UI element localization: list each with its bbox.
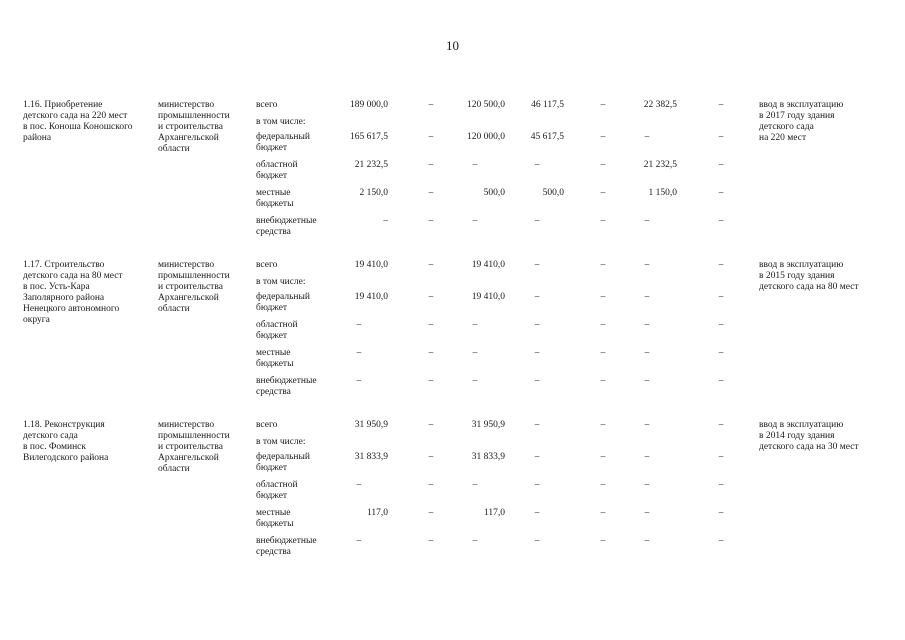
- value-year: –: [428, 320, 434, 330]
- value-year: –: [534, 260, 540, 270]
- project-block: [0, 260, 905, 410]
- value-year: –: [600, 100, 606, 110]
- value-year: –: [644, 216, 650, 226]
- value-year: –: [428, 420, 434, 430]
- value-year: –: [644, 348, 650, 358]
- project-block: [0, 100, 905, 250]
- executor: министерство промышленности и строительства Архангельской области: [158, 420, 230, 474]
- value-year: 500,0: [542, 188, 564, 198]
- value-year: –: [428, 480, 434, 490]
- value-year: –: [600, 188, 606, 198]
- value-year: –: [718, 376, 724, 386]
- value-year: –: [472, 536, 478, 546]
- funding-source: внебюджетные средства: [256, 376, 317, 397]
- value-year: –: [600, 320, 606, 330]
- value-year: –: [600, 536, 606, 546]
- value-total: 31 950,9: [354, 420, 388, 430]
- value-year: –: [718, 260, 724, 270]
- executor: министерство промышленности и строительства Архангельской области: [158, 260, 230, 314]
- value-year: –: [428, 260, 434, 270]
- value-year: –: [534, 452, 540, 462]
- funding-source: федеральный бюджет: [256, 132, 310, 153]
- funding-source: областной бюджет: [256, 480, 298, 501]
- value-total: 117,0: [366, 508, 388, 518]
- value-year: –: [718, 100, 724, 110]
- value-year: –: [428, 188, 434, 198]
- value-year: –: [472, 216, 478, 226]
- value-year: –: [534, 348, 540, 358]
- value-total: –: [356, 320, 362, 330]
- value-year: –: [718, 348, 724, 358]
- value-total: 19 410,0: [354, 292, 388, 302]
- value-year: –: [644, 480, 650, 490]
- value-year: –: [428, 100, 434, 110]
- funding-source: внебюджетные средства: [256, 216, 317, 237]
- value-year: –: [534, 376, 540, 386]
- funding-source: в том числе:: [256, 117, 306, 127]
- value-year: –: [534, 480, 540, 490]
- value-year: 19 410,0: [471, 260, 505, 270]
- value-year: –: [718, 188, 724, 198]
- value-year: –: [644, 452, 650, 462]
- value-total: –: [356, 348, 362, 358]
- value-year: –: [718, 320, 724, 330]
- value-year: –: [472, 160, 478, 170]
- value-year: –: [644, 320, 650, 330]
- value-year: 500,0: [483, 188, 505, 198]
- funding-source: всего: [256, 260, 278, 270]
- funding-source: федеральный бюджет: [256, 292, 310, 313]
- project-block: [0, 420, 905, 570]
- value-total: –: [356, 480, 362, 490]
- value-total: 189 000,0: [350, 100, 388, 110]
- value-year: –: [472, 348, 478, 358]
- funding-source: областной бюджет: [256, 320, 298, 341]
- value-year: –: [600, 292, 606, 302]
- value-year: –: [600, 216, 606, 226]
- value-year: 21 232,5: [643, 160, 677, 170]
- funding-source: всего: [256, 100, 278, 110]
- value-year: –: [644, 292, 650, 302]
- funding-source: в том числе:: [256, 437, 306, 447]
- value-year: –: [534, 216, 540, 226]
- value-year: –: [534, 420, 540, 430]
- value-year: –: [534, 508, 540, 518]
- value-year: 46 117,5: [531, 100, 564, 110]
- value-year: –: [428, 452, 434, 462]
- value-year: –: [600, 376, 606, 386]
- value-year: –: [600, 452, 606, 462]
- value-year: –: [428, 348, 434, 358]
- value-year: –: [600, 420, 606, 430]
- value-year: –: [472, 376, 478, 386]
- value-year: –: [718, 452, 724, 462]
- value-year: –: [718, 292, 724, 302]
- funding-source: в том числе:: [256, 277, 306, 287]
- value-year: –: [718, 420, 724, 430]
- value-total: 165 617,5: [350, 132, 388, 142]
- value-year: –: [428, 132, 434, 142]
- value-year: –: [534, 292, 540, 302]
- value-year: –: [472, 480, 478, 490]
- value-year: –: [718, 160, 724, 170]
- value-year: 31 950,9: [471, 420, 505, 430]
- value-year: –: [428, 376, 434, 386]
- value-year: –: [718, 132, 724, 142]
- value-year: –: [718, 480, 724, 490]
- value-year: –: [600, 480, 606, 490]
- value-year: –: [718, 536, 724, 546]
- value-year: 45 617,5: [530, 132, 564, 142]
- value-year: –: [600, 508, 606, 518]
- value-year: 120 000,0: [467, 132, 505, 142]
- funding-source: местные бюджеты: [256, 508, 294, 529]
- executor: министерство промышленности и строительства Архангельской области: [158, 100, 230, 154]
- value-year: –: [428, 216, 434, 226]
- value-year: –: [600, 348, 606, 358]
- value-year: 120 500,0: [467, 100, 505, 110]
- value-year: –: [644, 536, 650, 546]
- project-name: 1.17. Строительство детского сада на 80 мест в пос. Усть-Кара Заполярного района Ненецкого автономного округа: [23, 260, 123, 325]
- value-year: –: [644, 508, 650, 518]
- funding-source: всего: [256, 420, 278, 430]
- value-year: –: [428, 508, 434, 518]
- value-year: –: [600, 160, 606, 170]
- expected-result: ввод в эксплуатацию в 2014 году здания детского сада на 30 мест: [759, 420, 859, 452]
- value-year: –: [644, 132, 650, 142]
- expected-result: ввод в эксплуатацию в 2017 году здания детского сада на 220 мест: [759, 100, 844, 143]
- project-name: 1.18. Реконструкция детского сада в пос. Фоминск Вилегодского района: [23, 420, 109, 463]
- value-year: –: [534, 160, 540, 170]
- value-year: –: [428, 292, 434, 302]
- value-year: –: [644, 260, 650, 270]
- value-year: 31 833,9: [471, 452, 505, 462]
- value-year: –: [534, 320, 540, 330]
- value-year: –: [428, 536, 434, 546]
- funding-source: местные бюджеты: [256, 188, 294, 209]
- value-year: –: [718, 216, 724, 226]
- value-total: –: [356, 376, 362, 386]
- funding-source: местные бюджеты: [256, 348, 294, 369]
- value-year: 117,0: [483, 508, 505, 518]
- value-year: 1 150,0: [648, 188, 677, 198]
- value-year: –: [718, 508, 724, 518]
- value-year: 22 382,5: [643, 100, 677, 110]
- funding-source: внебюджетные средства: [256, 536, 317, 557]
- value-total: 31 833,9: [354, 452, 388, 462]
- page-number: 10: [446, 38, 459, 53]
- value-total: 21 232,5: [354, 160, 388, 170]
- value-year: –: [472, 320, 478, 330]
- funding-source: федеральный бюджет: [256, 452, 310, 473]
- value-year: –: [600, 260, 606, 270]
- funding-source: областной бюджет: [256, 160, 298, 181]
- value-year: –: [644, 420, 650, 430]
- value-year: –: [428, 160, 434, 170]
- value-total: –: [383, 216, 388, 226]
- value-year: –: [600, 132, 606, 142]
- value-year: –: [534, 536, 540, 546]
- value-year: 19 410,0: [471, 292, 505, 302]
- value-total: 19 410,0: [354, 260, 388, 270]
- value-year: –: [644, 376, 650, 386]
- expected-result: ввод в эксплуатацию в 2015 году здания детского сада на 80 мест: [759, 260, 859, 292]
- project-name: 1.16. Приобретение детского сада на 220 мест в пос. Коноша Коношского района: [23, 100, 133, 143]
- value-total: –: [356, 536, 362, 546]
- value-total: 2 150,0: [359, 188, 388, 198]
